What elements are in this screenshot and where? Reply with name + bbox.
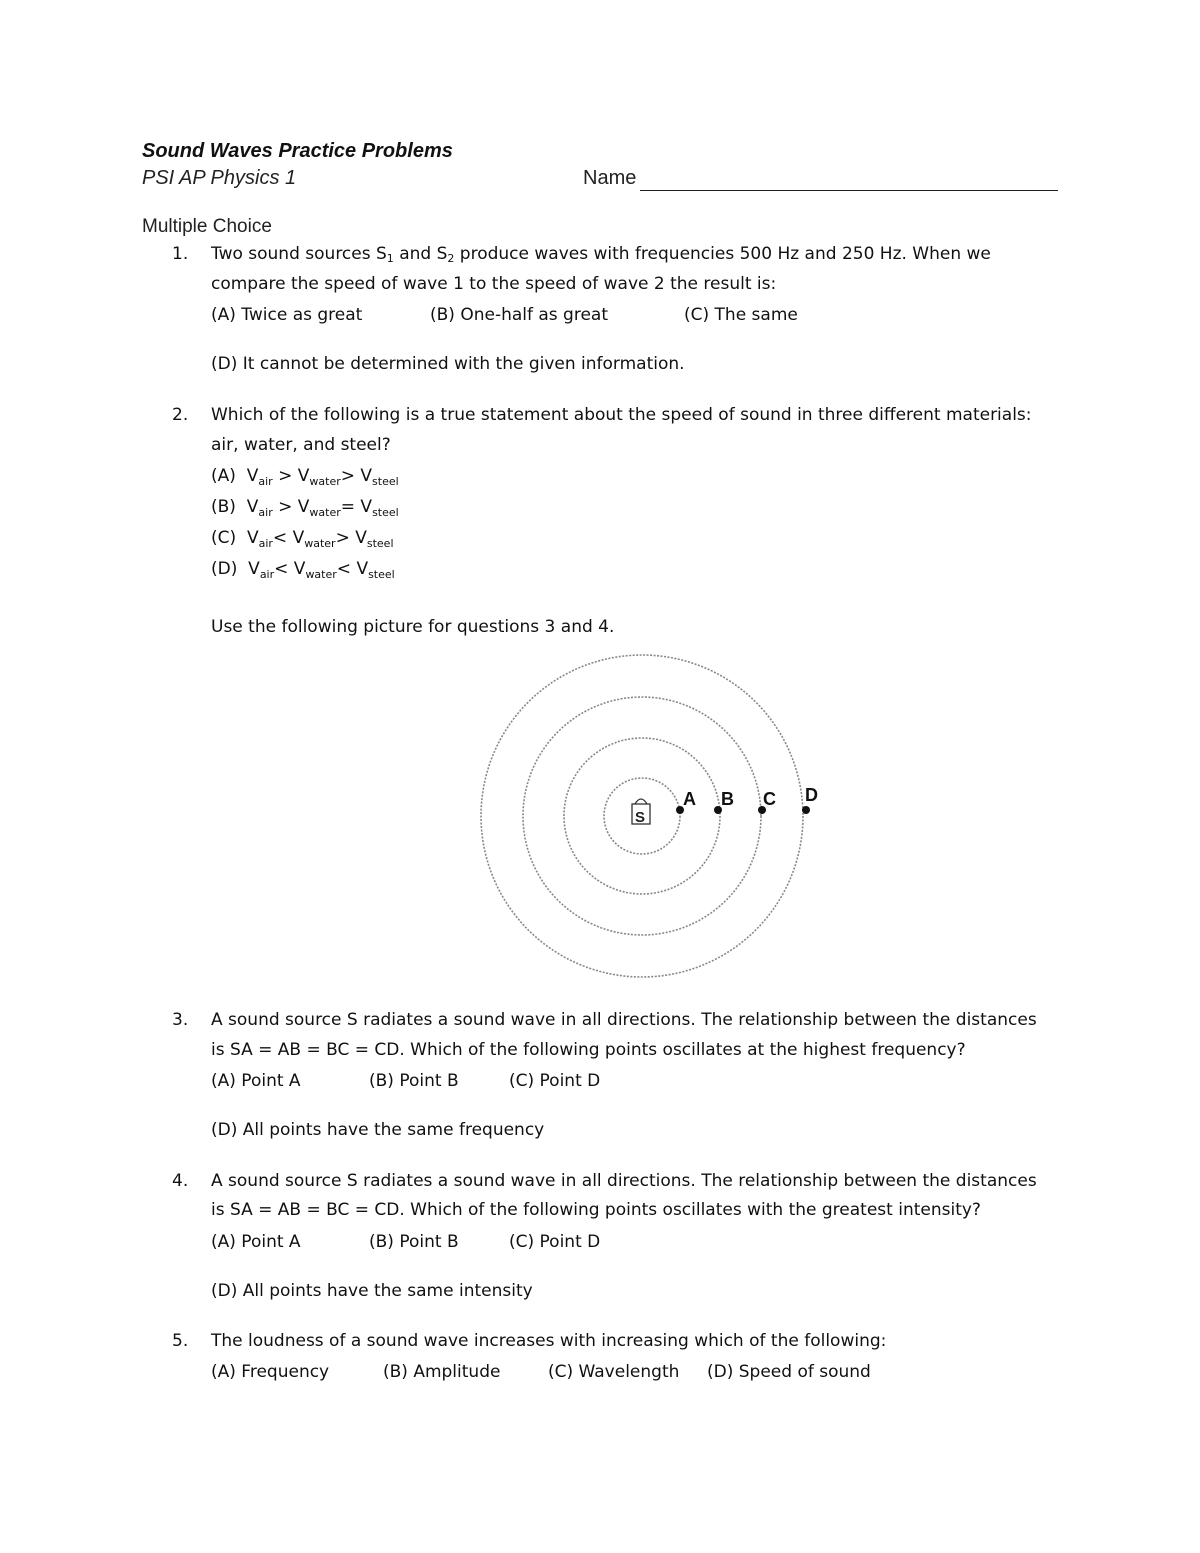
course-subtitle: PSI AP Physics 1 — [142, 167, 297, 189]
q1-number: 1. — [172, 244, 189, 264]
source-label: S — [635, 809, 646, 826]
q3-text-line2: is SA = AB = BC = CD. Which of the following points oscillates at the highest frequency? — [211, 1040, 966, 1060]
q2-text-line2: air, water, and steel? — [211, 435, 391, 455]
point-b-label: B — [721, 789, 734, 809]
name-blank-line — [640, 190, 1058, 191]
q2-option-b: (B) $V_{air} > V_{water}= V_{steel}$ — [211, 497, 399, 519]
worksheet-title: Sound Waves Practice Problems — [142, 140, 453, 162]
q1-text-line2: compare the speed of wave 1 to the speed of wave 2 the result is: — [211, 274, 777, 294]
q4-option-a: (A) Point A — [211, 1232, 301, 1252]
q3-option-d: (D) All points have the same frequency — [211, 1120, 545, 1140]
q2-text-line1: Which of the following is a true statement about the speed of sound in three different materials: — [211, 405, 1032, 425]
q2-number: 2. — [172, 405, 189, 425]
q5-option-b: (B) Amplitude — [383, 1362, 501, 1382]
q4-text-line2: is SA = AB = BC = CD. Which of the following points oscillates with the greatest intensity? — [211, 1200, 981, 1220]
q4-text-line1: A sound source S radiates a sound wave in all directions. The relationship between the distances — [211, 1171, 1037, 1191]
q4-option-c: (C) Point D — [509, 1232, 601, 1252]
picture-instruction: Use the following picture for questions 3 and 4. — [211, 617, 615, 637]
q2-option-c: (C) $V_{air}< V_{water}> V_{steel}$ — [211, 528, 394, 550]
q3-option-a: (A) Point A — [211, 1071, 301, 1091]
q5-option-c: (C) Wavelength — [548, 1362, 680, 1382]
q1-option-c: (C) The same — [684, 305, 798, 325]
q1-option-d: (D) It cannot be determined with the given information. — [211, 354, 685, 374]
point-d-dot — [802, 806, 810, 814]
q4-number: 4. — [172, 1171, 189, 1191]
q5-number: 5. — [172, 1331, 189, 1351]
q3-option-b: (B) Point B — [369, 1071, 459, 1091]
point-c-label: C — [763, 789, 776, 809]
section-title: Multiple Choice — [142, 216, 272, 237]
q3-text-line1: A sound source S radiates a sound wave in all directions. The relationship between the distances — [211, 1010, 1037, 1030]
q5-text-line1: The loudness of a sound wave increases with increasing which of the following: — [211, 1331, 887, 1351]
q2-option-a: (A) $V_{air} > V_{water}> V_{steel}$ — [211, 466, 399, 488]
sound-wave-diagram — [478, 652, 818, 982]
q2-option-d: (D) $V_{air}< V_{water}< V_{steel}$ — [211, 559, 395, 581]
q5-option-a: (A) Frequency — [211, 1362, 330, 1382]
q5-option-d: (D) Speed of sound — [707, 1362, 871, 1382]
q4-option-d: (D) All points have the same intensity — [211, 1281, 533, 1301]
point-a-label: A — [683, 789, 696, 809]
q1-option-a: (A) Twice as great — [211, 305, 363, 325]
q3-number: 3. — [172, 1010, 189, 1030]
q3-option-c: (C) Point D — [509, 1071, 601, 1091]
q1-option-b: (B) One-half as great — [430, 305, 609, 325]
q1-text-line1: Two sound sources $S_1$ and $S_2$ produce waves with frequencies 500 Hz and 250 Hz. When we — [211, 244, 991, 265]
q4-option-b: (B) Point B — [369, 1232, 459, 1252]
source-speaker-icon — [632, 799, 650, 826]
point-d-label: D — [805, 785, 818, 805]
name-label: Name — [583, 167, 637, 189]
